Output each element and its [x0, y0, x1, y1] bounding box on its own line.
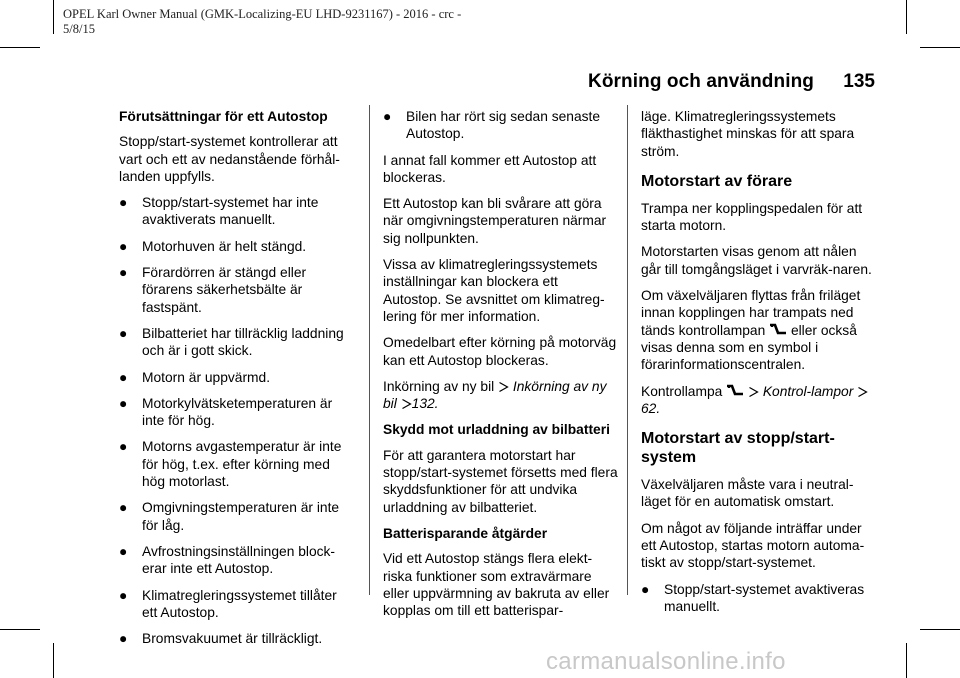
- print-meta-date: 5/8/15: [63, 22, 95, 36]
- bullet-icon: ●: [119, 325, 128, 341]
- list-item-text: Motorn är uppvärmd.: [142, 369, 271, 385]
- page-title: Körning och användning: [588, 71, 814, 92]
- list-item-text: Förardörren är stängd eller förarens säkerhetsbälte är fastspänt.: [142, 265, 307, 315]
- paragraph: Stopp/start-systemet kontrollerar att vart och ett av nedanstående förhål-landen uppfylls.: [119, 134, 340, 184]
- bullet-icon: ●: [119, 587, 128, 603]
- list-item-text: Klimatregleringssystemet tillåter ett Autostop.: [142, 587, 337, 620]
- paragraph: Växelväljaren måste vara i neutral-läget för en automatisk omstart.: [641, 477, 854, 510]
- bullet-icon: ●: [119, 543, 128, 559]
- list-item-text: Motorkylvätsketemperaturen är inte för hög.: [142, 395, 333, 429]
- crop-mark: [53, 643, 54, 678]
- section-heading: Skydd mot urladdning av bilbatteri: [383, 422, 610, 438]
- column-middle: [383, 108, 618, 628]
- crop-mark: [920, 629, 960, 630]
- crop-mark: [906, 0, 907, 34]
- list-item: [119, 264, 354, 316]
- cross-reference-link[interactable]: Kontrol-lampor: [762, 383, 854, 399]
- list-item: [119, 630, 354, 647]
- list-item-text: Avfrostningsinställningen block-erar inte ett Autostop.: [142, 543, 336, 577]
- crop-mark: [920, 47, 960, 48]
- cross-reference-page[interactable]: 132.: [411, 396, 439, 412]
- list-item: [119, 543, 354, 578]
- section-heading: Motorstart av förare: [641, 172, 793, 190]
- bullet-icon: ●: [119, 238, 128, 254]
- bullet-icon: ●: [119, 500, 128, 516]
- section-heading: Förutsättningar för ett Autostop: [119, 109, 328, 124]
- crop-mark: [906, 643, 907, 678]
- paragraph: läge. Klimatregleringssystemets fläkthastighet minskas för att spara ström.: [641, 109, 855, 159]
- bullet-icon: ●: [119, 631, 128, 647]
- paragraph: Ett Autostop kan bli svårare att göra när omgivningstemperaturen närmar sig nollpunkten.: [383, 196, 607, 246]
- triangle-reference-icon: [498, 381, 509, 393]
- crop-mark: [0, 629, 40, 630]
- cross-reference-page[interactable]: 62.: [641, 400, 661, 416]
- paragraph: I annat fall kommer ett Autostop att blockeras.: [383, 152, 597, 185]
- reference-lead: Inkörning av ny bil: [383, 378, 495, 394]
- list-item-text: Motorhuven är helt stängd.: [142, 238, 307, 254]
- paragraph: För att garantera motorstart har stopp/start-systemet försetts med flera skyddsfunktioner för att undvika urladdning av bilbatteriet.: [383, 447, 618, 515]
- paragraph: Vid ett Autostop stängs flera elekt-riska funktioner som extravärmare eller uppvärmning av bakruta av eller kopplas om till ett batterispar-: [383, 551, 610, 619]
- paragraph: Om något av följande inträffar under ett Autostop, startas motorn automa-tiskt av stopp/start-systemet.: [641, 520, 865, 571]
- crop-mark: [0, 47, 40, 48]
- paragraph: Omedelbart efter körning på motorväg kan ett Autostop blockeras.: [383, 335, 617, 368]
- print-meta-line: OPEL Karl Owner Manual (GMK-Localizing-EU LHD-9231167) - 2016 - crc -: [63, 7, 462, 21]
- list-item: [119, 438, 354, 490]
- list-item-text: Stopp/start-systemet har inte avaktiverats manuellt.: [142, 195, 319, 228]
- reference-lead: Kontrollampa: [641, 383, 723, 399]
- list-item: [119, 587, 354, 622]
- bullet-icon: ●: [119, 369, 128, 385]
- triangle-reference-icon: [857, 386, 868, 398]
- triangle-reference-icon: [401, 398, 412, 410]
- paragraph-with-reference: [641, 383, 876, 418]
- page-number: 135: [843, 71, 875, 92]
- list-item: [119, 395, 354, 430]
- list-item: [383, 108, 618, 143]
- list-item-text: Bilbatteriet har tillräcklig laddning och är i gott skick.: [142, 325, 344, 359]
- list-item-text: Bilen har rört sig sedan senaste Autostop.: [406, 109, 601, 142]
- triangle-reference-icon: [748, 386, 759, 398]
- column-left: [119, 108, 354, 656]
- watermark: carmanualsonline.info: [546, 648, 786, 675]
- crop-mark: [53, 0, 54, 34]
- section-heading: Motorstart av stopp/start-system: [641, 430, 835, 467]
- autostop-indicator-icon: [726, 384, 744, 398]
- list-item: [119, 194, 354, 229]
- bullet-icon: ●: [119, 395, 128, 411]
- paragraph-text: eller också visas denna som en symbol i förarinformationscentralen.: [641, 322, 857, 373]
- list-item: [119, 238, 354, 255]
- autostop-indicator-icon: [769, 323, 787, 337]
- paragraph: Vissa av klimatregleringssystemets inställningar kan blockera ett Autostop. Se avsnittet om klimatreg-lering för mer information.: [383, 257, 605, 324]
- list-item-text: Bromsvakuumet är tillräckligt.: [142, 631, 323, 647]
- list-item-text: Omgivningstemperaturen är inte för låg.: [142, 500, 340, 533]
- list-item: [119, 369, 354, 386]
- paragraph-text: Om växelväljaren flyttas från friläget innan kopplingen har trampats ned tänds kontrollampan: [641, 288, 861, 338]
- cross-reference-link[interactable]: Inkörning av ny bil: [383, 378, 607, 412]
- section-heading: Batterisparande åtgärder: [383, 525, 548, 541]
- print-meta: [63, 7, 461, 37]
- column-divider: [627, 105, 628, 595]
- paragraph-with-reference: [383, 378, 618, 413]
- list-item: [119, 499, 354, 534]
- list-item-text: Motorns avgastemperatur är inte för hög, t.ex. efter körning med hög motorlast.: [142, 439, 342, 490]
- bullet-icon: ●: [641, 581, 650, 597]
- paragraph: Trampa ner kopplingspedalen för att starta motorn.: [641, 200, 863, 234]
- bullet-icon: ●: [119, 195, 128, 211]
- bullet-icon: ●: [383, 109, 392, 124]
- bullet-icon: ●: [119, 439, 128, 455]
- column-right: [641, 108, 876, 624]
- bullet-list: [119, 194, 354, 647]
- column-divider: [369, 105, 370, 595]
- list-item: [119, 325, 354, 360]
- paragraph: Motorstarten visas genom att nålen går till tomgångsläget i varvräk-naren.: [641, 244, 872, 277]
- list-item: [641, 581, 876, 616]
- paragraph-with-icon: [641, 287, 876, 373]
- bullet-icon: ●: [119, 265, 128, 281]
- list-item-text: Stopp/start-systemet avaktiveras manuellt.: [664, 581, 865, 614]
